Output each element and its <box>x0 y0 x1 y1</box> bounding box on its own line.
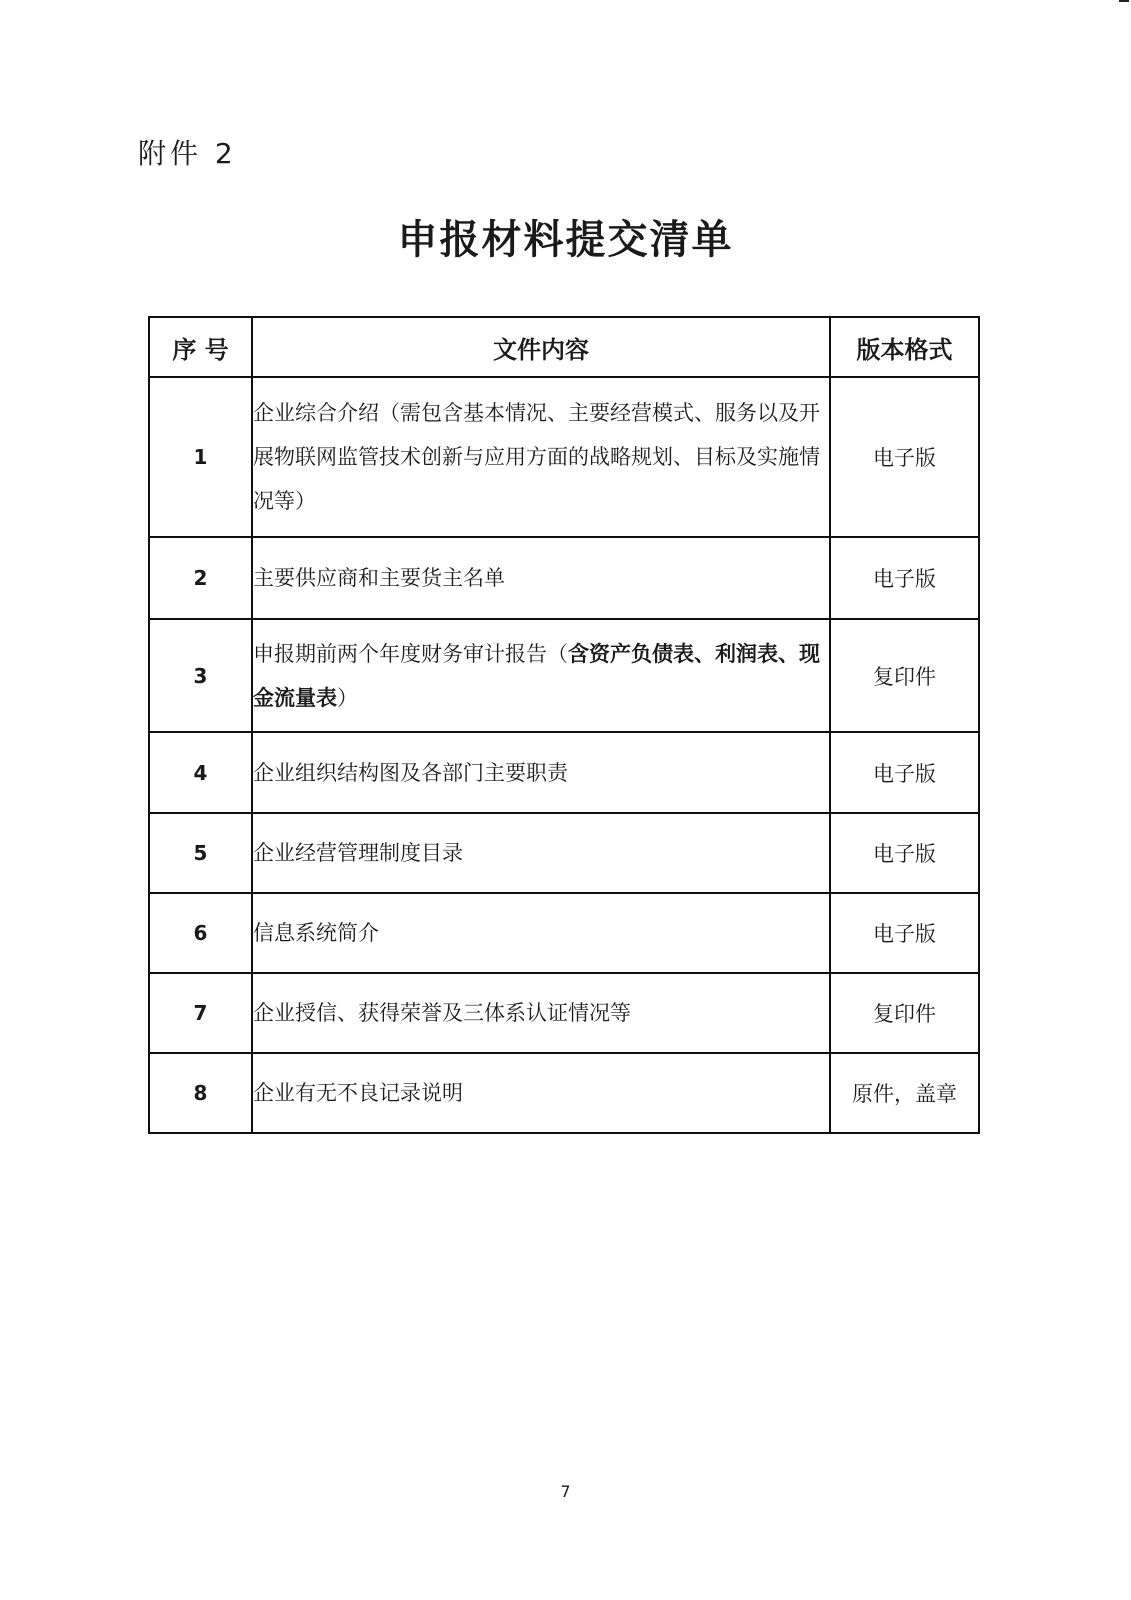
header-format: 版本格式 <box>830 317 979 377</box>
row-content: 主要供应商和主要货主名单 <box>252 537 830 619</box>
scan-corner-mark <box>1119 0 1129 2</box>
table-row <box>149 973 979 1053</box>
row-format: 复印件 <box>830 619 979 732</box>
row-format: 复印件 <box>830 973 979 1053</box>
header-content: 文件内容 <box>252 317 830 377</box>
table-row <box>149 893 979 973</box>
row-format: 电子版 <box>830 377 979 537</box>
row-content: 信息系统简介 <box>252 893 830 973</box>
table-row <box>149 377 979 537</box>
row-format: 电子版 <box>830 732 979 813</box>
header-seq: 序 号 <box>149 317 252 377</box>
row-format: 原件，盖章 <box>830 1053 979 1133</box>
row-content-end: ） <box>337 685 358 710</box>
row-content-bold: 含资产负债表、利润表、现金流量表 <box>253 641 820 710</box>
attachment-label: 附件 2 <box>138 137 237 170</box>
row-format: 电子版 <box>830 813 979 893</box>
row-format: 电子版 <box>830 537 979 619</box>
row-seq: 1 <box>149 377 252 537</box>
table-row <box>149 619 979 732</box>
table-row <box>149 732 979 813</box>
submission-checklist-table <box>148 316 980 1134</box>
row-content: 企业综合介绍（需包含基本情况、主要经营模式、服务以及开展物联网监管技术创新与应用方面的战略规划、目标及实施情况等） <box>252 377 830 537</box>
row-seq: 6 <box>149 893 252 973</box>
row-content: 企业组织结构图及各部门主要职责 <box>252 732 830 813</box>
table-row <box>149 813 979 893</box>
row-seq: 7 <box>149 973 252 1053</box>
row-seq: 2 <box>149 537 252 619</box>
row-content <box>252 619 830 732</box>
row-format: 电子版 <box>830 893 979 973</box>
page-number: 7 <box>560 1482 571 1501</box>
table-header-row <box>149 317 979 377</box>
row-seq: 5 <box>149 813 252 893</box>
row-content: 企业授信、获得荣誉及三体系认证情况等 <box>252 973 830 1053</box>
row-content: 企业经营管理制度目录 <box>252 813 830 893</box>
row-seq: 8 <box>149 1053 252 1133</box>
row-content: 企业有无不良记录说明 <box>252 1053 830 1133</box>
row-seq: 4 <box>149 732 252 813</box>
page-title: 申报材料提交清单 <box>397 217 734 263</box>
table-row <box>149 1053 979 1133</box>
table-row <box>149 537 979 619</box>
row-seq: 3 <box>149 619 252 732</box>
row-content-plain: 申报期前两个年度财务审计报告（ <box>253 641 568 666</box>
